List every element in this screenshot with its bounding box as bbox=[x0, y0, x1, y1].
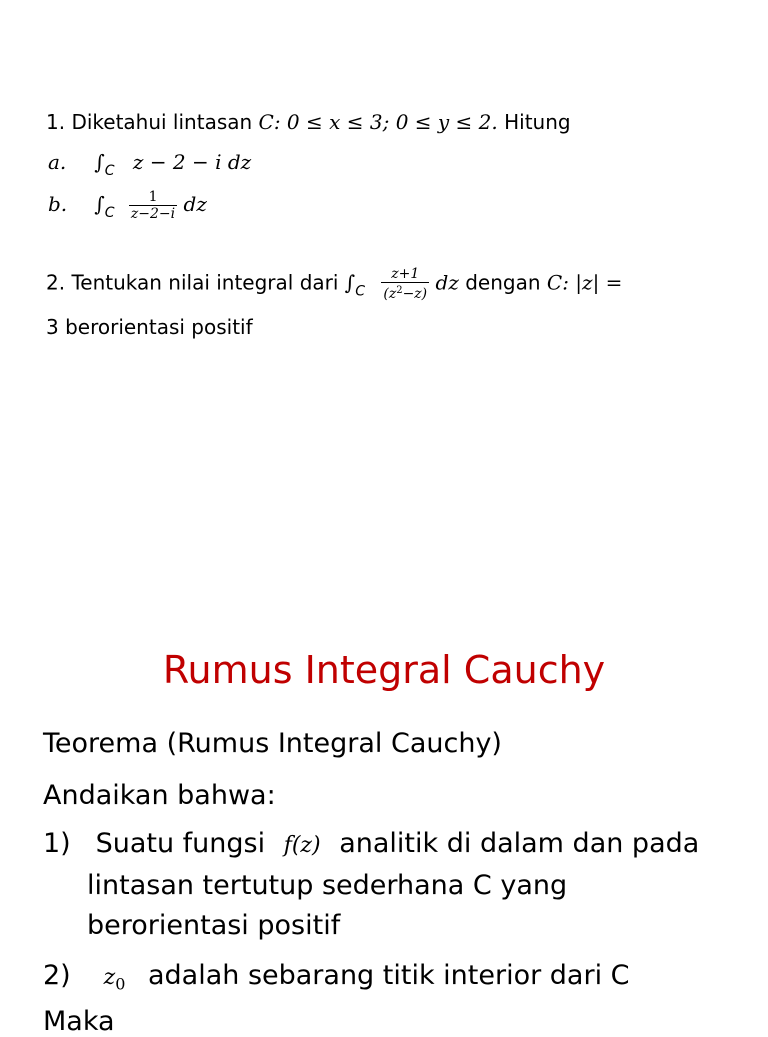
item-1-number: 1) bbox=[43, 828, 71, 859]
problem-1-tail: Hitung bbox=[504, 110, 571, 134]
slide-title: Rumus Integral Cauchy bbox=[162, 648, 606, 692]
problem-2-label: 2. Tentukan nilai integral dari bbox=[46, 270, 339, 295]
theorem-item-2 bbox=[43, 960, 630, 993]
fraction-denominator: $(z^2-z)$ bbox=[381, 282, 429, 302]
item-1-line3: berorientasi positif bbox=[87, 910, 341, 941]
fraction bbox=[129, 189, 177, 222]
fraction-numerator: z+1 bbox=[391, 266, 420, 282]
problem-2-line2: 3 berorientasi positif bbox=[46, 315, 253, 339]
integral-sign: ∫ bbox=[94, 150, 105, 174]
item-1-pre: Suatu fungsi bbox=[95, 828, 266, 859]
item-2-post: adalah sebarang titik interior dari C bbox=[147, 960, 630, 991]
problem-2-middle: dengan bbox=[465, 270, 541, 295]
problem-1b bbox=[48, 189, 207, 222]
item-1-line2: lintasan tertutup sederhana C yang bbox=[87, 870, 568, 901]
problem-2-condition: C: |z| = bbox=[546, 270, 623, 295]
fraction-denominator: z−2−i bbox=[130, 206, 176, 222]
differential: dz bbox=[183, 192, 207, 216]
problem-1 bbox=[46, 110, 571, 134]
theorem-heading: Teorema (Rumus Integral Cauchy) bbox=[43, 728, 502, 759]
theorem-intro: Andaikan bahwa: bbox=[43, 780, 276, 811]
fraction-numerator: 1 bbox=[148, 189, 158, 205]
cut-off-text: Maka bbox=[43, 1006, 115, 1037]
problem-1-condition: C: 0 ≤ x ≤ 3; 0 ≤ y ≤ 2. bbox=[258, 110, 498, 134]
fraction bbox=[381, 266, 429, 302]
item-2-number: 2) bbox=[43, 960, 71, 991]
contour-c: C bbox=[355, 283, 365, 300]
point-z0: $z_0$ bbox=[103, 965, 126, 994]
integral-sign: ∫ bbox=[344, 270, 356, 295]
item-1-post: analitik di dalam dan pada bbox=[339, 828, 700, 859]
problem-1a bbox=[48, 150, 251, 179]
problem-1a-integrand: z − 2 − i dz bbox=[132, 150, 252, 174]
problem-1a-label: a. bbox=[48, 150, 67, 174]
contour-c: C bbox=[104, 163, 115, 179]
contour-c: C bbox=[104, 205, 115, 221]
integral-sign: ∫ bbox=[94, 192, 105, 216]
problem-1b-label: b. bbox=[48, 192, 68, 216]
problem-2 bbox=[46, 266, 622, 302]
function-f-of-z: f(z) bbox=[283, 833, 321, 858]
theorem-item-1 bbox=[43, 828, 699, 859]
differential: dz bbox=[435, 270, 459, 295]
problem-1-label: 1. Diketahui lintasan bbox=[46, 110, 253, 134]
